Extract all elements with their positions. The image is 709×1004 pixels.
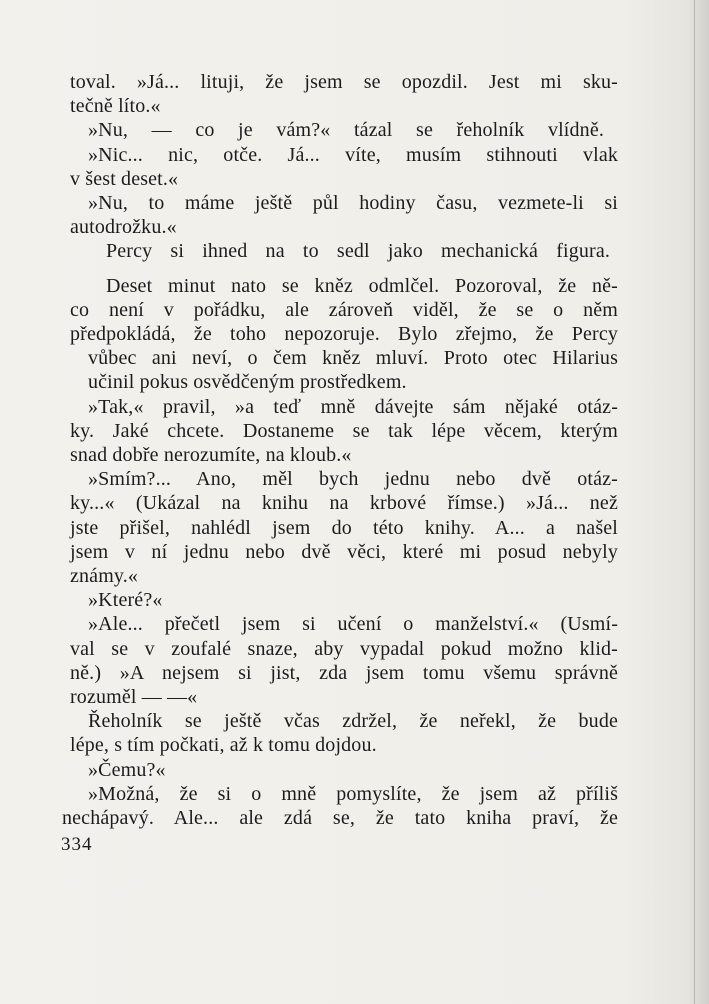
text-line: »Nic... nic, otče. Já... víte, musím stihnouti vlak	[88, 143, 618, 166]
text-line: »Nu, to máme ještě půl hodiny času, vezmete-li si	[88, 192, 618, 215]
text-line: ky...« (Ukázal na knihu na krbové římse.) »Já... než	[70, 492, 618, 515]
page-edge	[694, 0, 695, 1004]
text-line: rozuměl — —«	[70, 686, 198, 709]
text-line: známy.«	[70, 565, 139, 588]
text-line: co není v pořádku, ale zároveň viděl, že se o něm	[70, 298, 618, 321]
text-line: v šest deset.«	[70, 167, 179, 190]
text-line: předpokládá, že toho nepozoruje. Bylo zřejmo, že Percy	[70, 323, 618, 346]
text-line: učinil pokus osvědčeným prostředkem.	[88, 371, 407, 394]
text-line: vůbec ani neví, o čem kněz mluví. Proto otec Hilarius	[88, 347, 618, 370]
text-line: jste přišel, nahlédl jsem do této knihy. A... a našel	[70, 516, 618, 539]
text-line: nechápavý. Ale... ale zdá se, že tato kniha praví, že	[62, 807, 618, 830]
text-line: »Čemu?«	[88, 758, 166, 781]
text-line: »Možná, že si o mně pomyslíte, že jsem až příliš	[88, 782, 618, 805]
text-line: tečně líto.«	[70, 95, 161, 118]
text-line: »Smím?... Ano, měl bych jednu nebo dvě otáz-	[88, 468, 618, 491]
text-line: ně.) »A nejsem si jist, zda jsem tomu všemu správně	[70, 661, 618, 684]
text-line: val se v zoufalé snaze, aby vypadal pokud možno klid-	[70, 637, 618, 660]
text-line: jsem v ní jednu nebo dvě věci, které mi posud nebyly	[70, 540, 618, 563]
text-line: toval. »Já... lituji, že jsem se opozdil. Jest mi sku-	[70, 71, 618, 93]
body-text	[62, 70, 618, 830]
text-line: »Které?«	[88, 589, 163, 612]
text-line: Řeholník se ještě včas zdržel, že neřekl, že bude	[88, 710, 618, 733]
text-line: »Ale... přečetl jsem si učení o manželství.« (Usmí-	[88, 613, 618, 636]
text-line: »Tak,« pravil, »a teď mně dávejte sám nějaké otáz-	[88, 395, 618, 418]
text-line: Percy si ihned na to sedl jako mechanická figura.	[106, 240, 610, 263]
text-line: snad dobře nerozumíte, na kloub.«	[70, 444, 352, 467]
text-line: »Nu, — co je vám?« tázal se řeholník vlídně.	[88, 119, 604, 142]
text-line: lépe, s tím počkati, až k tomu dojdou.	[70, 734, 377, 757]
text-line: ky. Jaké chcete. Dostaneme se tak lépe věcem, kterým	[70, 419, 618, 442]
text-line: autodrožku.«	[70, 216, 177, 239]
page-number: 334	[61, 834, 93, 855]
text-line: Deset minut nato se kněz odmlčel. Pozoroval, že ně-	[106, 274, 618, 297]
